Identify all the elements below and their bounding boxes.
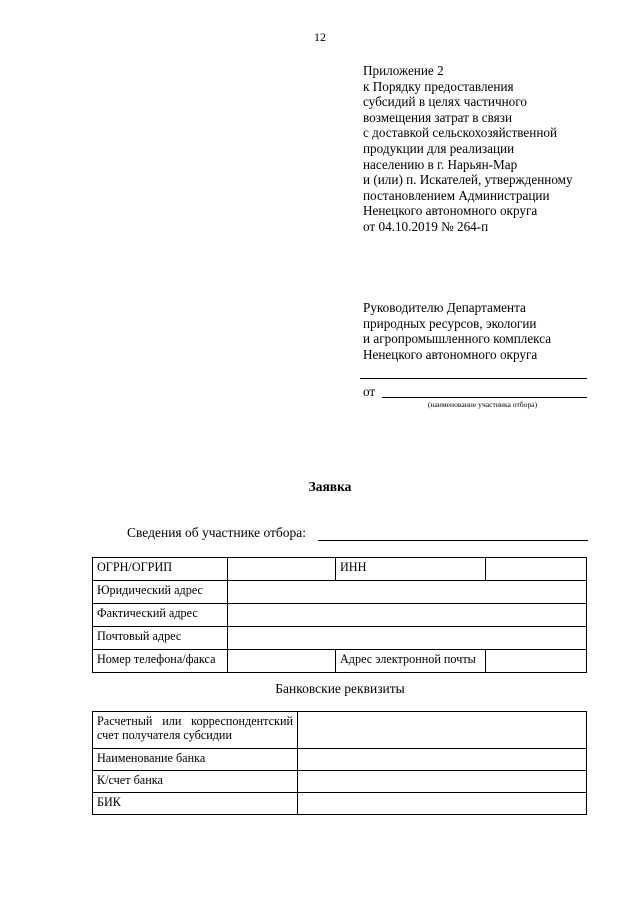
table-row xyxy=(93,712,587,749)
account-label-line: Расчетный или корреспондентский xyxy=(97,714,293,728)
form-title: Заявка xyxy=(308,479,352,494)
appendix-line: Ненецкого автономного округа xyxy=(363,203,538,219)
postal-address-value-cell[interactable] xyxy=(228,627,587,650)
email-label: Адрес электронной почты xyxy=(336,650,486,673)
bik-value-cell[interactable] xyxy=(298,793,587,815)
table-row xyxy=(93,650,587,673)
appendix-line: продукции для реализации xyxy=(363,140,515,156)
table-row xyxy=(93,627,587,650)
table-row xyxy=(93,581,587,604)
addressee-line: и агропромышленного комплекса xyxy=(363,331,552,347)
legal-address-value-cell[interactable] xyxy=(228,581,587,604)
addressee-line: природных ресурсов, экологии xyxy=(363,315,537,331)
bank-section-title: Банковские реквизиты xyxy=(275,681,405,696)
inn-label: ИНН xyxy=(336,558,486,581)
table-row xyxy=(93,604,587,627)
participant-label: Сведения об участнике отбора: xyxy=(127,525,307,540)
appendix-line: от 04.10.2019 № 264-п xyxy=(363,218,489,234)
addressee-line: Ненецкого автономного округа xyxy=(363,346,538,362)
from-label: от xyxy=(363,384,376,399)
table-row xyxy=(93,793,587,815)
participant-info-table xyxy=(92,557,587,673)
inn-value-cell[interactable] xyxy=(486,558,587,581)
appendix-line: и (или) п. Искателей, утвержденному xyxy=(363,172,573,188)
table-row xyxy=(93,749,587,771)
addressee-fill-line[interactable] xyxy=(360,378,587,379)
addressee-block xyxy=(363,300,551,362)
actual-address-label: Фактический адрес xyxy=(93,604,228,627)
actual-address-value-cell[interactable] xyxy=(228,604,587,627)
appendix-line: Приложение 2 xyxy=(363,63,444,78)
legal-address-label: Юридический адрес xyxy=(93,581,228,604)
account-value-cell[interactable] xyxy=(298,712,587,749)
from-caption: (наименование участника отбора) xyxy=(427,400,538,409)
page-number: 12 xyxy=(314,30,326,44)
appendix-line: населению в г. Нарьян-Мар xyxy=(363,156,518,172)
account-label xyxy=(93,712,298,749)
participant-fill-line[interactable] xyxy=(318,540,588,541)
appendix-header xyxy=(363,63,573,235)
bank-details-table xyxy=(92,711,587,815)
bik-label: БИК xyxy=(93,793,298,815)
table-row xyxy=(93,771,587,793)
appendix-line: постановлением Администрации xyxy=(363,187,550,203)
from-fill-line[interactable] xyxy=(382,397,587,398)
from-row xyxy=(363,384,587,400)
appendix-line: субсидий в целях частичного xyxy=(363,94,527,110)
phone-fax-label: Номер телефона/факса xyxy=(93,650,228,673)
bank-name-label: Наименование банка xyxy=(93,749,298,771)
ogrn-label: ОГРН/ОГРИП xyxy=(93,558,228,581)
postal-address-label: Почтовый адрес xyxy=(93,627,228,650)
appendix-line: с доставкой сельскохозяйственной xyxy=(363,125,558,141)
bank-name-value-cell[interactable] xyxy=(298,749,587,771)
ogrn-value-cell[interactable] xyxy=(228,558,336,581)
corr-account-value-cell[interactable] xyxy=(298,771,587,793)
phone-fax-value-cell[interactable] xyxy=(228,650,336,673)
appendix-line: возмещения затрат в связи xyxy=(363,109,513,125)
email-value-cell[interactable] xyxy=(486,650,587,673)
appendix-line: к Порядку предоставления xyxy=(363,78,514,94)
addressee-line: Руководителю Департамента xyxy=(363,300,526,315)
account-label-line: счет получателя субсидии xyxy=(97,728,232,742)
corr-account-label: К/счет банка xyxy=(93,771,298,793)
table-row xyxy=(93,558,587,581)
